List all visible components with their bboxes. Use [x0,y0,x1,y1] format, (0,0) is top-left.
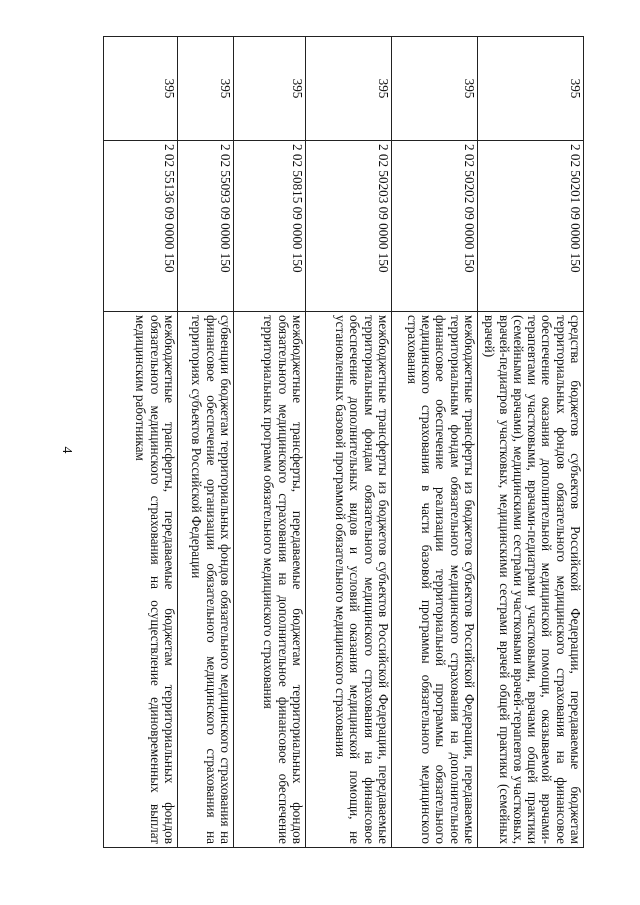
table-row [392,37,478,848]
revenue-name-cell: межбюджетные трансферты из бюджетов субъектов Российской Федерации, передаваемые территориальным фондам обязательного медицинского страхования на дополнительное финансовое обеспечение реализации территориальной программы обязательного медицинского страхования в части базовой программы обязательного медицинского страхования [392,312,478,848]
kbk-code-cell: 2 02 50815 09 0000 150 [234,141,306,312]
revenue-name-cell: субвенции бюджетам территориальных фондов обязательного медицинского страхования на финансовое обеспечение организации обязательного медицинского страхования на территориях субъектов Российской Федерации [178,312,234,848]
admin-code-cell: 395 [306,37,392,141]
kbk-code-cell: 2 02 50203 09 0000 150 [306,141,392,312]
revenue-name-cell: межбюджетные трансферты, передаваемые бюджетам территориальных фондов обязательного медицинского страхования на дополнительное финансовое обеспечение территориальных программ обязательного медицинского страхования [234,312,306,848]
table-row [478,37,584,848]
rotated-page-content [104,36,584,848]
table-row [178,37,234,848]
budget-codes-table [103,36,584,848]
table-row [104,37,178,848]
kbk-code-cell: 2 02 55136 09 0000 150 [104,141,178,312]
revenue-name-cell: межбюджетные трансферты из бюджетов субъектов Российской Федерации, передаваемые территориальным фондам обязательного медицинского страхования на финансовое обеспечение дополнительных видов и условий оказания медицинской помощи, не установленных базовой программой обязательного медицинского страхования [306,312,392,848]
admin-code-cell: 395 [478,37,584,141]
table-row [306,37,392,848]
table-row [234,37,306,848]
kbk-code-cell: 2 02 50201 09 0000 150 [478,141,584,312]
admin-code-cell: 395 [234,37,306,141]
kbk-code-cell: 2 02 50202 09 0000 150 [392,141,478,312]
revenue-name-cell: средства бюджетов субъектов Российской Федерации, передаваемые бюджетам территориальных фондов обязательного медицинского страхования на финансовое обеспечение оказания дополнительной медицинской помощи, оказываемой врачами-терапевтами участковыми, врачами-педиатрами участковыми, врачами общей практики (семейными врачами), медицинскими сестрами участковыми врачей-терапевтов участковых, врачей-педиатров участковых, медицинскими сестрами врачей общей практики (семейных врачей) [478,312,584,848]
admin-code-cell: 395 [104,37,178,141]
page-number: 4 [59,446,74,454]
admin-code-cell: 395 [392,37,478,141]
revenue-name-cell: межбюджетные трансферты, передаваемые бюджетам территориальных фондов обязательного медицинского страхования на осуществление единовременных выплат медицинским работникам [104,312,178,848]
admin-code-cell: 395 [178,37,234,141]
kbk-code-cell: 2 02 55093 09 0000 150 [178,141,234,312]
